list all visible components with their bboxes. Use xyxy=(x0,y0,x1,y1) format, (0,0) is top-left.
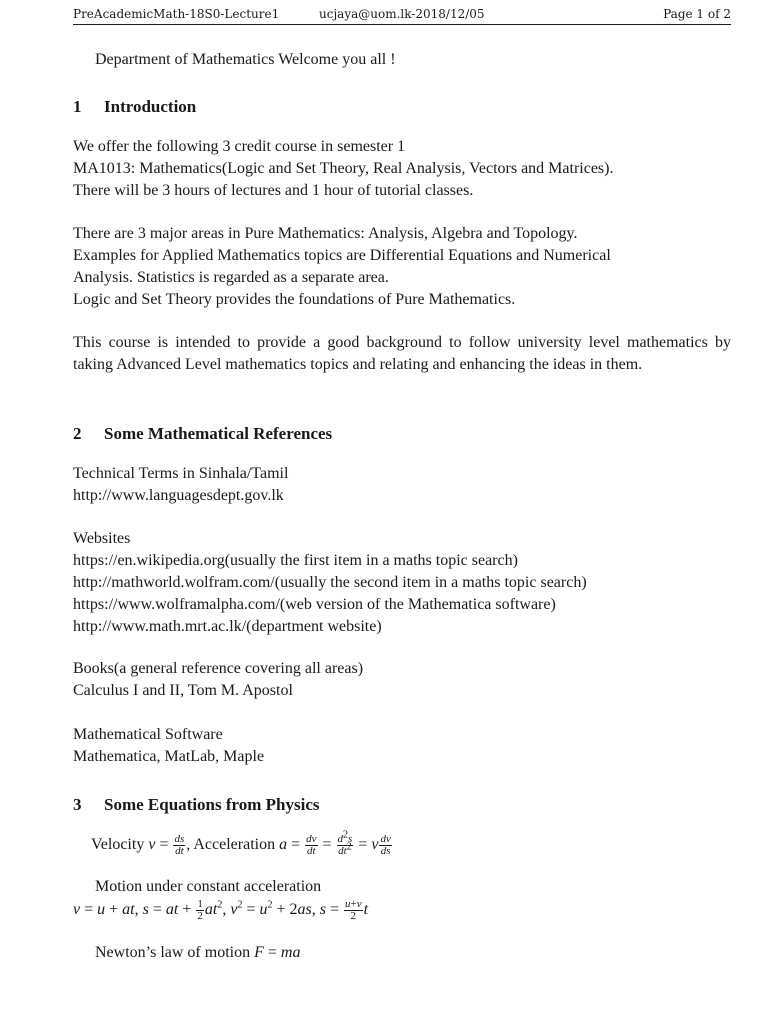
reference-books: Books(a general reference covering all areas) Calculus I and II, Tom M. Apostol xyxy=(73,660,364,699)
header-course: PreAcademicMath-18S0-Lecture1 xyxy=(73,7,280,21)
header-author-date: ucjaya@uom.lk-2018/12/05 xyxy=(319,7,485,21)
reference-websites: Websites https://en.wikipedia.org(usually the first item in a maths topic search) http://mathworld.wolfram.com/(usually the second item in a maths topic search) https://www.wolframalpha.com/(web version of the Mathematica software) http://www.math.mrt.ac.lk/(department website) xyxy=(73,528,731,638)
header-page-number: Page 1 of 2 xyxy=(663,7,731,21)
link-department[interactable]: http://www.math.mrt.ac.lk/(department website) xyxy=(73,618,382,635)
reference-software: Mathematical Software Mathematica, MatLab, Maple xyxy=(73,726,265,765)
section-heading-1: 1 Introduction xyxy=(73,97,197,116)
intro-paragraph-3: This course is intended to provide a good background to follow university level mathematics by taking Advanced Level mathematics topics and relating and enhancing the ideas in them. xyxy=(73,334,731,373)
newton-law: Newton’s law of motion F = ma xyxy=(95,944,301,961)
running-header xyxy=(73,6,731,25)
velocity-equation: Velocity v = $\frac{ds}{dt}$ , Acceleration a = $\frac{dv}{dt}$ = $\frac{d^2s}{dt^2}$ = v $\frac{dv}{ds}$ xyxy=(91,829,391,857)
intro-paragraph-1: We offer the following 3 credit course in semester 1 MA1013: Mathematics(Logic and Set Theory, Real Analysis, Vectors and Matrices). There will be 3 hours of lectures and 1 hour of tutorial classes. xyxy=(73,138,614,199)
welcome-line: Department of Mathematics Welcome you all ! xyxy=(95,51,396,68)
motion-equations: v = u + at, s = at + $\frac{1}{2}$ $at^2$, $v^2 = u^2 + 2as$, s = $\frac{u+v}{2}$ t xyxy=(73,897,369,922)
section-heading-3: 3 Some Equations from Physics xyxy=(73,795,320,814)
link-wikipedia[interactable]: https://en.wikipedia.org(usually the first item in a maths topic search) xyxy=(73,552,518,569)
reference-technical-terms: Technical Terms in Sinhala/Tamil http://www.languagesdept.gov.lk xyxy=(73,463,731,507)
link-mathworld[interactable]: http://mathworld.wolfram.com/(usually the second item in a maths topic search) xyxy=(73,574,587,591)
motion-heading: Motion under constant acceleration xyxy=(95,878,322,895)
intro-paragraph-2: There are 3 major areas in Pure Mathematics: Analysis, Algebra and Topology. Examples for Applied Mathematics topics are Differential Equations and Numerical Analysis. Statistics is regarded as a separate area. Logic and Set Theory provides the foundations of Pure Mathematics. xyxy=(73,225,611,308)
section-heading-2: 2 Some Mathematical References xyxy=(73,424,333,443)
link-wolframalpha[interactable]: https://www.wolframalpha.com/(web version of the Mathematica software) xyxy=(73,596,556,613)
link-languagesdept[interactable]: http://www.languagesdept.gov.lk xyxy=(73,487,284,504)
